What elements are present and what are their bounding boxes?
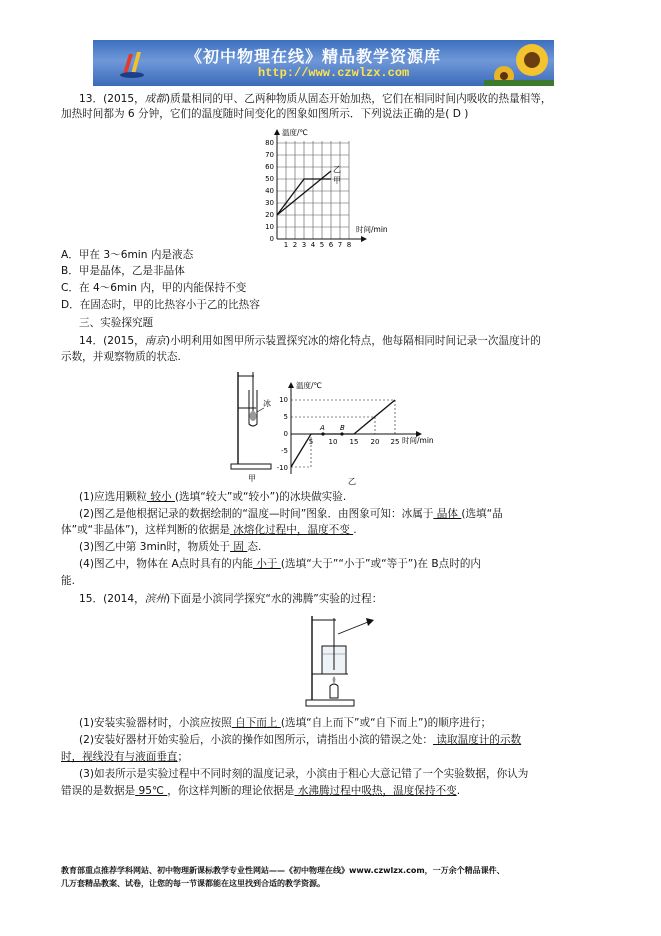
section-heading: 三、实验探究题	[79, 317, 154, 329]
header-banner	[93, 40, 554, 86]
q14-caption-jia: 甲	[248, 474, 256, 483]
q14-answer2a: 晶体	[433, 508, 462, 520]
q13-x-tick: 3	[301, 241, 307, 249]
q14-y-axis-label: 温度/℃	[296, 381, 322, 390]
q14-answer1: 较小	[146, 491, 175, 503]
q13-x-tick: 4	[310, 241, 316, 249]
q13-y-tick: 30	[265, 199, 274, 207]
q14-part2-line1: (2)图乙是他根据记录的数据绘制的“温度—时间”图象．由图象可知：冰属于 晶体 (选填“晶	[79, 508, 503, 520]
q14-part1: (1)应选用颗粒 较小 (选填“较大”或“较小”)的冰块做实验.	[79, 491, 347, 503]
q15-part1: (1)安装实验器材时，小滨应按照 自下而上 (选填“自上而下”或“自下而上”)的顺序进行；	[79, 717, 492, 729]
q14-temperature-time-chart	[278, 378, 438, 488]
q14-x-tick: 10	[328, 438, 338, 446]
q14-ice	[250, 411, 257, 421]
q13-option-d: D．在固态时，甲的比热容小于乙的比热容	[61, 299, 260, 311]
q14-ice-label: 冰	[263, 399, 271, 408]
q13-x-tick: 6	[328, 241, 334, 249]
q14-point-a	[321, 432, 324, 435]
q13-x-arrow	[361, 236, 367, 242]
q14-x-tick: 20	[370, 438, 380, 446]
q15-stem: 15．(2014，滨州)下面是小滨同学探究“水的沸腾”实验的过程：	[79, 593, 383, 605]
q13-y-tick: 40	[265, 187, 274, 195]
q15-part2-line2: 时，视线没有与液面垂直；	[61, 751, 189, 763]
q13-y-axis-label: 温度/℃	[282, 128, 308, 137]
q13-y-tick: 60	[265, 163, 274, 171]
q15-sight-line	[338, 622, 368, 634]
q13-x-tick: 7	[337, 241, 343, 249]
q14-part4-line2: 能.	[61, 575, 75, 587]
q14-part4-line1: (4)图乙中，物体在 A点时具有的内能 小于 (选填“大于”“小于”或“等于”)在 B点时的内	[79, 558, 482, 570]
q14-y-tick: 0	[283, 430, 288, 438]
q13-x-tick: 1	[283, 241, 289, 249]
flame-icon	[333, 676, 336, 684]
site-logo	[119, 48, 145, 78]
q13-x-axis-label: 时间/min	[356, 225, 388, 234]
q13-y-tick: 0	[269, 235, 274, 243]
q15-part2-line1: (2)安装好器材开始实验后，小滨的操作如图所示，请指出小滨的错误之处： 读取温度计的示数	[79, 734, 522, 746]
q15-answer3a: 95℃	[135, 785, 168, 797]
q14-point-b-label: B	[340, 424, 345, 432]
q14-answer3: 固	[230, 541, 248, 553]
q14-answer4: 小于	[252, 558, 281, 570]
q14-stem-line2: 示数，并观察物质的状态.	[61, 351, 181, 363]
q14-y-tick: -10	[276, 464, 288, 472]
q14-point-a-label: A	[320, 424, 325, 432]
q14-apparatus-figure	[226, 368, 276, 484]
q14-y-tick: 10	[279, 396, 288, 404]
q13-y-tick: 10	[265, 223, 274, 231]
q14-caption-yi: 乙	[348, 477, 356, 486]
footer-line2: 几万套精品教案、试卷，让您的每一节课都能在这里找到合适的教学资源。	[61, 879, 325, 888]
q15-answer2a: 读取温度计的示数	[433, 734, 522, 746]
q13-y-tick: 20	[265, 211, 274, 219]
q14-x-axis-label: 时间/min	[402, 436, 434, 445]
q14-y-tick: 5	[283, 413, 288, 421]
sunflower-icon	[484, 40, 554, 86]
q14-stem-line1: 14．(2015，南京)小明利用如图甲所示装置探究冰的熔化特点，他每隔相同时间记录一次温度计的	[79, 335, 541, 347]
q14-part2-line2: 体”或“非晶体”)，这样判断的依据是 冰熔化过程中，温度不变 .	[61, 524, 357, 536]
q13-x-tick: 8	[346, 241, 352, 249]
q14-y-arrow	[288, 382, 294, 388]
q14-answer2b: 冰熔化过程中，温度不变	[229, 524, 354, 536]
q13-temperature-time-chart	[255, 123, 405, 247]
q14-x-tick: 5	[308, 438, 314, 446]
q13-x-tick: 2	[292, 241, 298, 249]
q15-part3-line1: (3)如表所示是实验过程中不同时刻的温度记录，小滨由于粗心大意记错了一个实验数据，你认为	[79, 768, 529, 780]
q13-option-a: A．甲在 3～6min 内是液态	[61, 249, 194, 261]
q15-answer3b: 水沸腾过程中吸热，温度保持不变	[294, 785, 457, 797]
q14-y-tick: -5	[281, 447, 288, 455]
banner-title: 《初中物理在线》精品教学资源库	[186, 47, 442, 66]
q13-y-tick: 70	[265, 151, 274, 159]
q15-answer2b: 时，视线没有与液面垂直	[61, 751, 178, 763]
q15-answer1: 自下而上	[231, 717, 281, 729]
q14-x-tick: 15	[349, 438, 359, 446]
q15-part3-line2: 错误的是数据是 95℃ ，你这样判断的理论依据是 水沸腾过程中吸热，温度保持不变.	[61, 785, 461, 797]
q13-x-tick: 5	[319, 241, 325, 249]
q14-part3: (3)图乙中第 3min时，物质处于 固 态.	[79, 541, 262, 553]
footer-line1: 教育部重点推荐学科网站、初中物理新课标教学专业性网站——《初中物理在线》www.czwlzx.com，一万余个精品课件、	[61, 866, 505, 875]
q13-stem-line1: 13．(2015，成都)质量相同的甲、乙两种物质从固态开始加热，它们在相同时间内吸收的热量相等，	[79, 93, 552, 105]
banner-url[interactable]: http://www.czwlzx.com	[258, 66, 410, 80]
q15-boiling-apparatus-figure	[300, 612, 380, 708]
q13-curve-label-jia: 甲	[333, 176, 341, 185]
q13-y-tick: 80	[265, 139, 274, 147]
q15-stand-base	[306, 700, 354, 706]
q15-burner	[330, 684, 338, 698]
q13-stem-line2: 加热时间都为 6 分钟，它们的温度随时间变化的图象如图所示．下列说法正确的是( D )	[61, 108, 469, 120]
q13-curve-label-yi: 乙	[333, 165, 341, 174]
q13-option-b: B．甲是晶体，乙是非晶体	[61, 265, 185, 277]
eye-icon	[366, 618, 374, 626]
q14-x-tick: 25	[390, 438, 400, 446]
q13-y-arrow	[274, 129, 280, 135]
q14-point-b	[340, 432, 343, 435]
q13-option-c: C．在 4～6min 内，甲的内能保持不变	[61, 282, 247, 294]
q14-stand-base	[231, 464, 271, 469]
q13-y-tick: 50	[265, 175, 274, 183]
